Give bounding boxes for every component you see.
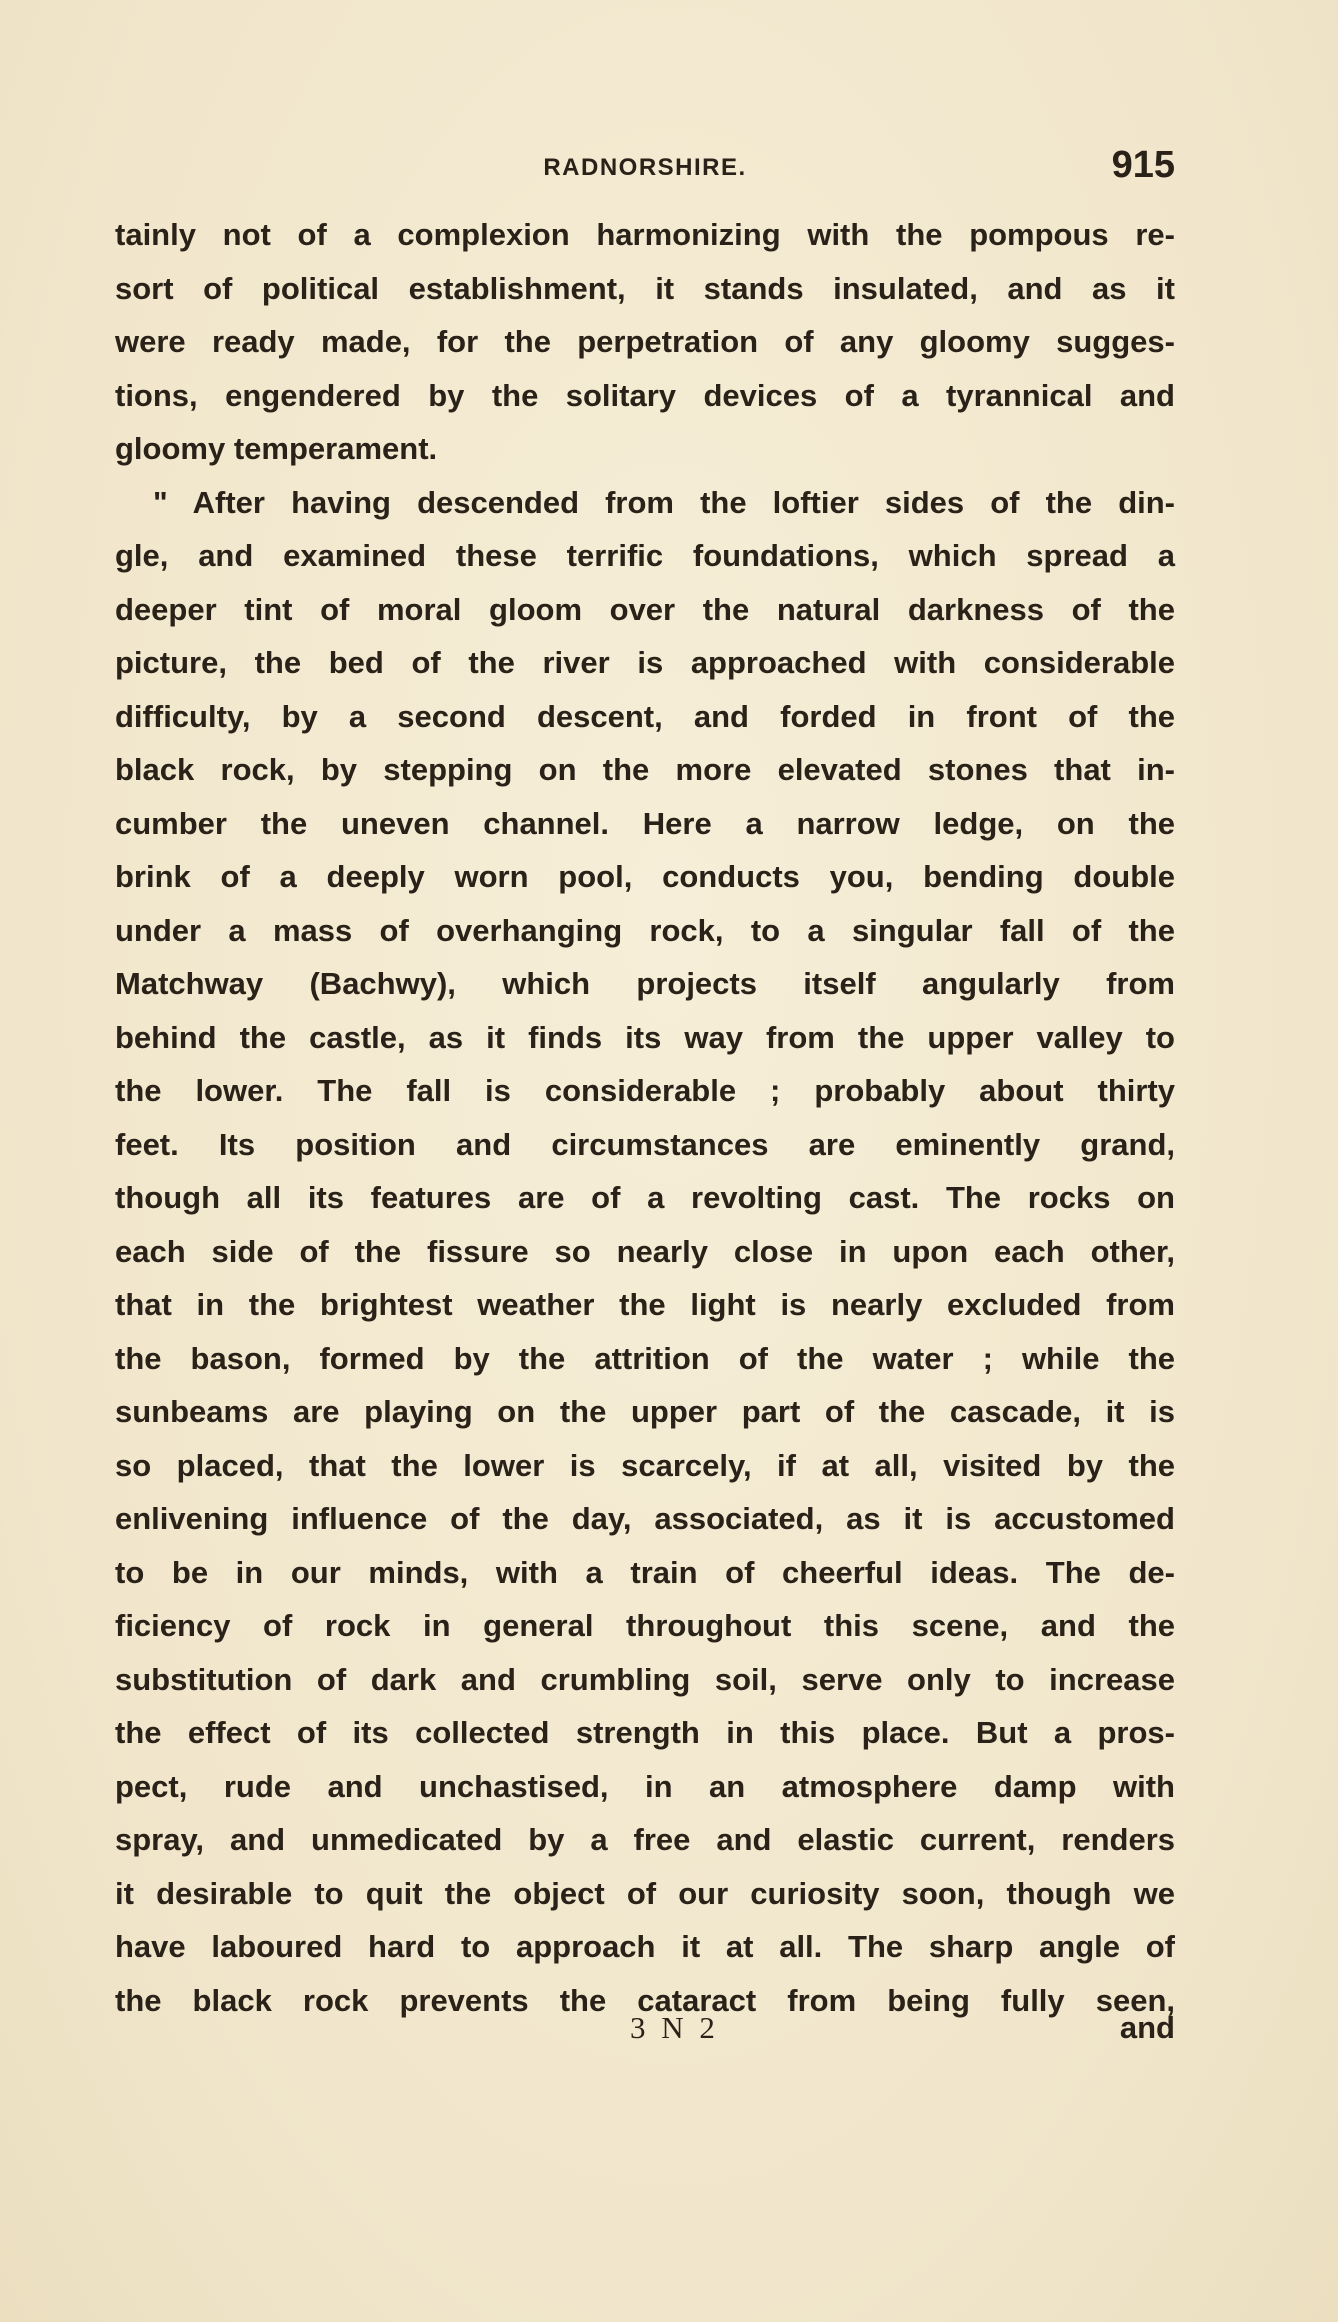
text-line: black rock, by stepping on the more elevated stones that in- [115,752,1175,787]
running-head [115,144,1175,190]
text-line: behind the castle, as it finds its way from the upper valley to [115,1019,1175,1055]
text-line: picture, the bed of the river is approached with considerable [115,645,1175,680]
running-title: RADNORSHIRE. [543,154,747,181]
text-line: spray, and unmedicated by a free and elastic current, renders [115,1822,1175,1857]
text-line: cumber the uneven channel. Here a narrow ledge, on the [115,805,1175,841]
text-line: sort of political establishment, it stands insulated, and as it [115,270,1175,306]
text-line: the effect of its collected strength in this place. But a pros- [115,1715,1175,1750]
text-line: under a mass of overhanging rock, to a singular fall of the [115,912,1175,948]
text-line: brink of a deeply worn pool, conducts you, bending double [115,859,1175,894]
text-line: the lower. The fall is considerable ; probably about thirty [115,1073,1175,1108]
signature-mark: 3 N 2 [630,2010,719,2045]
text-line: difficulty, by a second descent, and forded in front of the [115,698,1175,734]
text-line: deeper tint of moral gloom over the natural darkness of the [115,591,1175,627]
text-line: the bason, formed by the attrition of the water ; while the [115,1340,1175,1376]
text-line: it desirable to quit the object of our curiosity soon, though we [115,1875,1175,1911]
text-line: have laboured hard to approach it at all. The sharp angle of [115,1929,1175,1964]
text-line: gloomy temperament. [115,431,438,466]
text-line: each side of the fissure so nearly close in upon each other, [115,1233,1175,1269]
text-line: substitution of dark and crumbling soil, serve only to increase [115,1661,1175,1697]
text-line: ficiency of rock in general throughout this scene, and the [115,1608,1175,1643]
text-line: pect, rude and unchastised, in an atmosphere damp with [115,1768,1175,1804]
text-line: gle, and examined these terrific foundations, which spread a [115,538,1175,573]
text-line: so placed, that the lower is scarcely, if at all, visited by the [115,1447,1175,1483]
text-line: though all its features are of a revolting cast. The rocks on [115,1180,1175,1215]
text-line: were ready made, for the perpetration of any gloomy sugges- [115,324,1175,359]
page-number: 915 [1111,144,1175,186]
page-footer [115,2000,1175,2050]
text-line: sunbeams are playing on the upper part of the cascade, it is [115,1394,1175,1429]
catchword: and [1119,2010,1175,2045]
text-line: to be in our minds, with a train of cheerful ideas. The de- [115,1554,1175,1590]
text-line: " After having descended from the loftier sides of the din- [153,484,1175,520]
text-line: enlivening influence of the day, associated, as it is accustomed [115,1501,1175,1536]
text-line: feet. Its position and circumstances are eminently grand, [115,1126,1175,1162]
text-line: tainly not of a complexion harmonizing with the pompous re- [115,217,1175,252]
text-line: the black rock prevents the cataract from being fully seen, [115,1982,1175,2018]
text-line: that in the brightest weather the light is nearly excluded from [115,1287,1175,1322]
body-text [115,208,1175,2027]
text-line: Matchway (Bachwy), which projects itself angularly from [115,966,1175,1001]
text-line: tions, engendered by the solitary devices of a tyrannical and [115,377,1175,413]
